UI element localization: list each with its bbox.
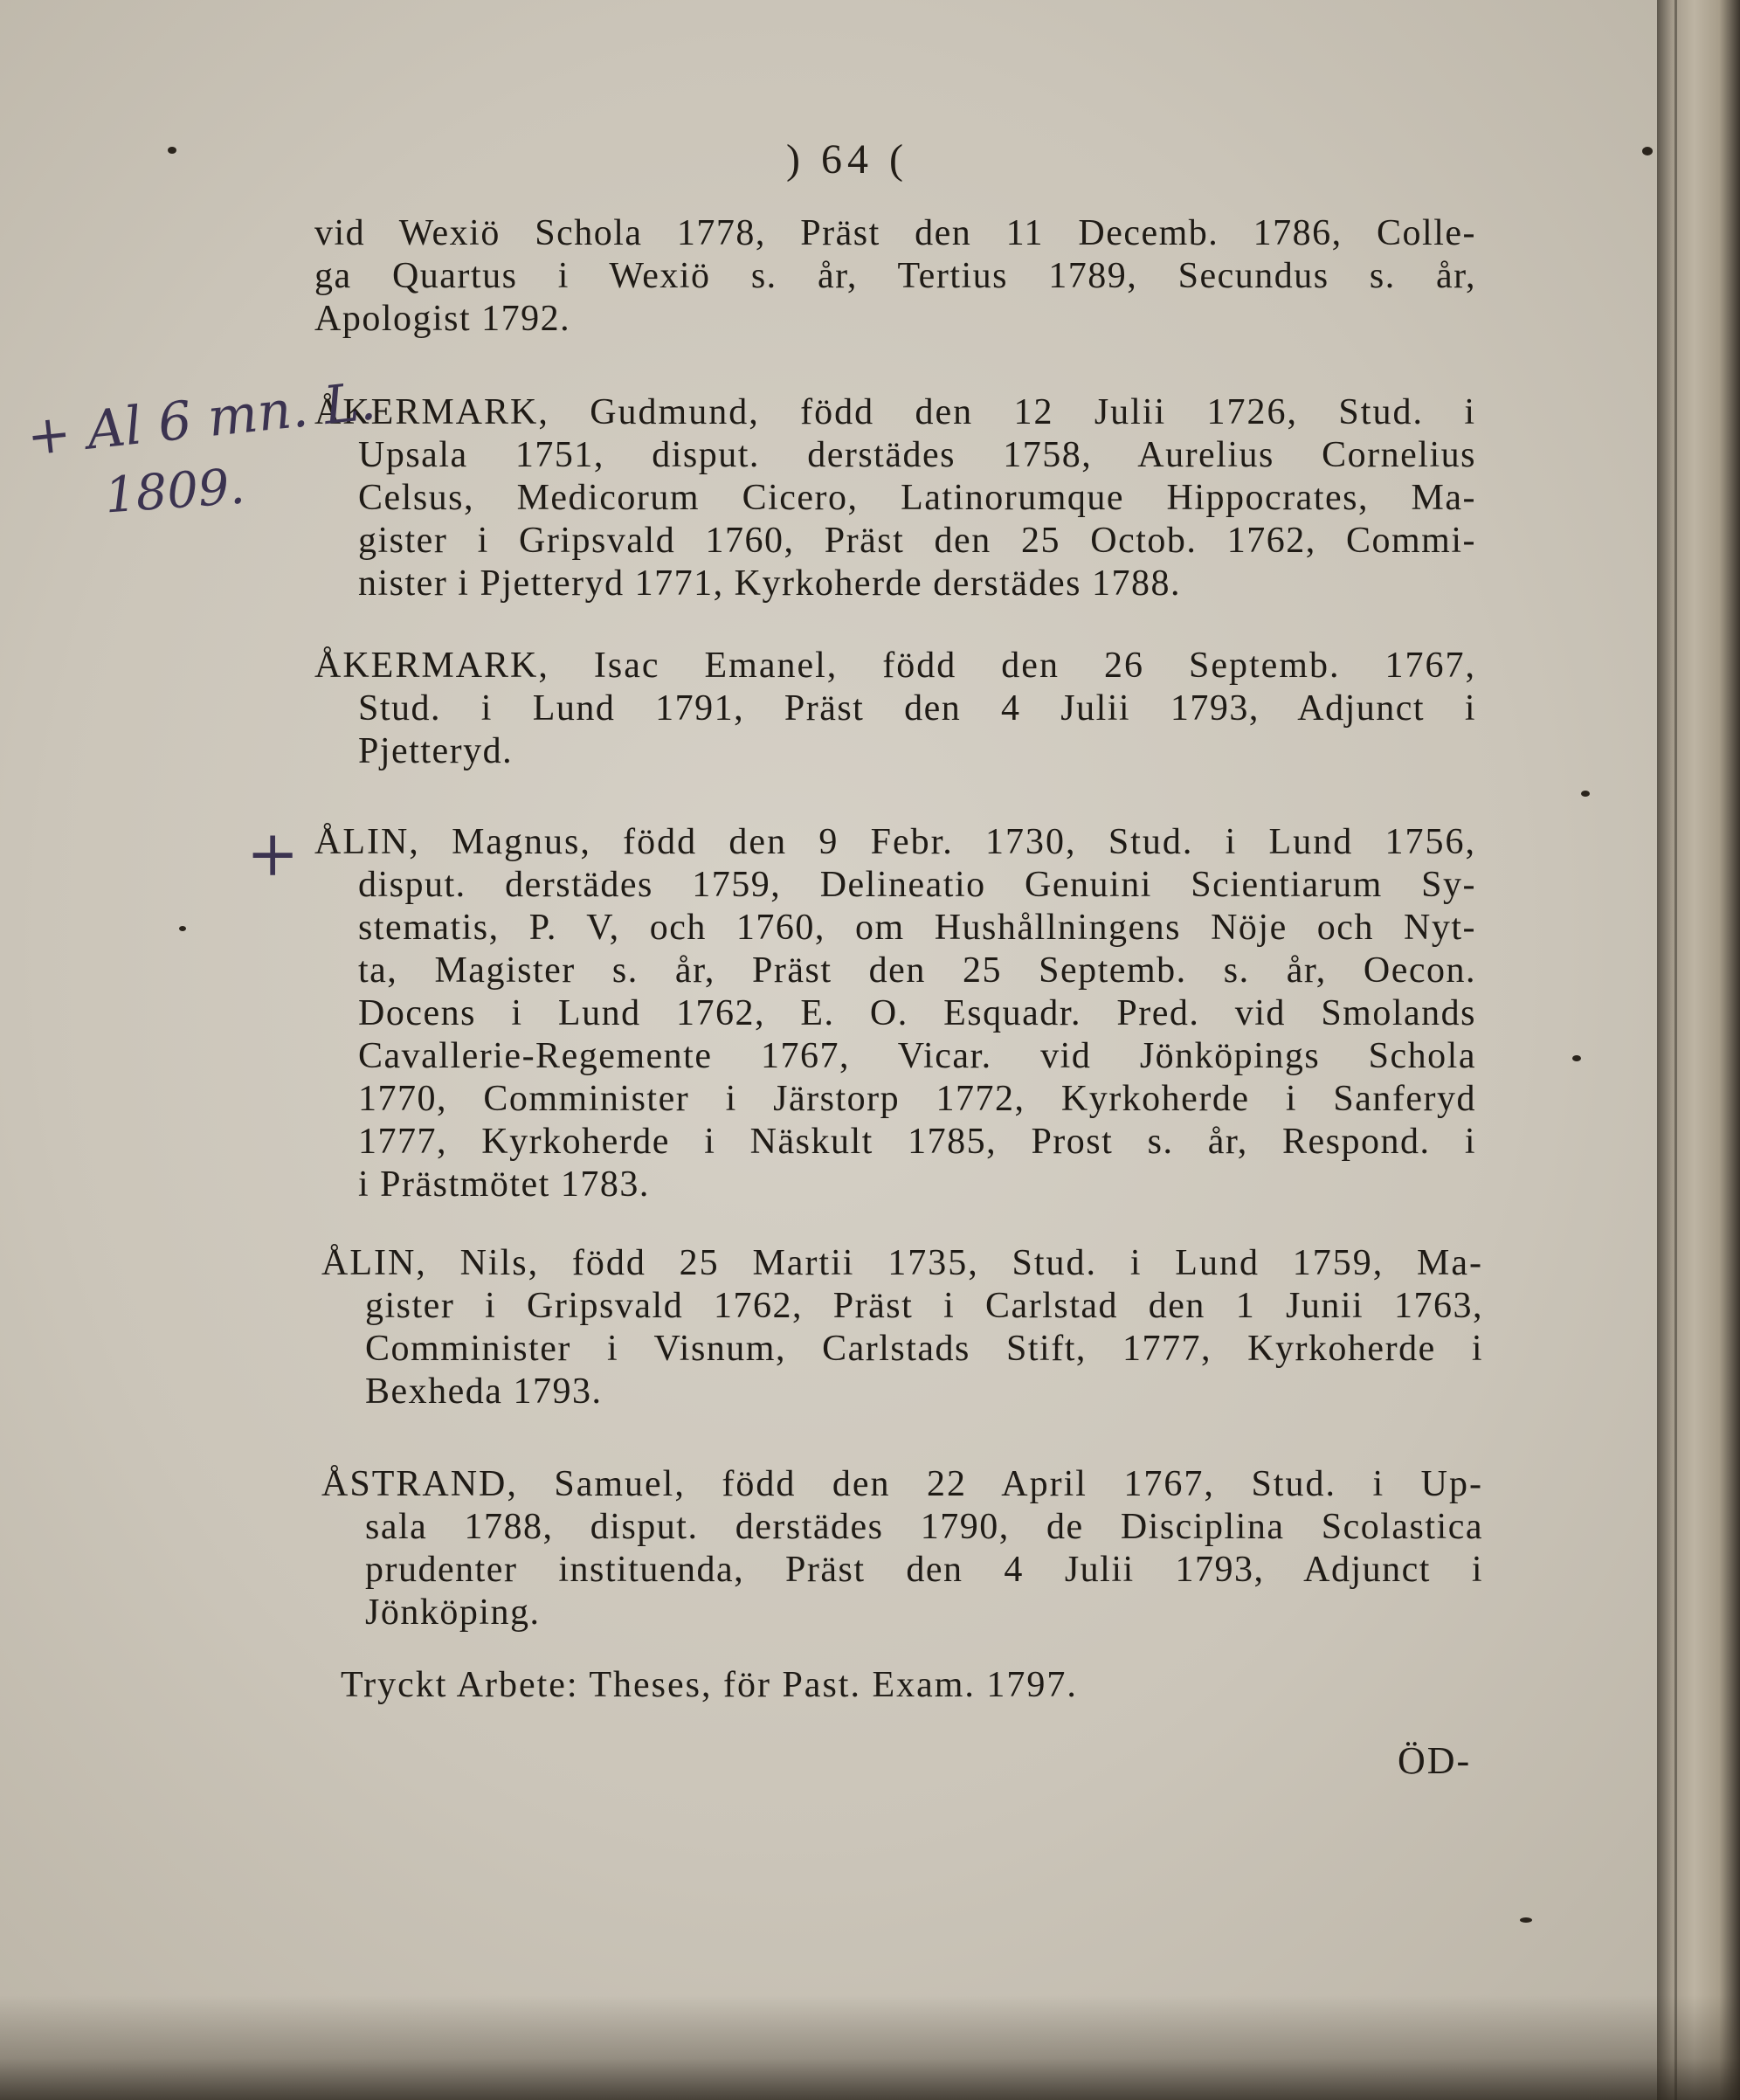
entry-line: gister i Gripsvald 1762, Präst i Carlstad den 1 Junii 1763, bbox=[365, 1286, 1483, 1326]
entry-line: Celsus, Medicorum Cicero, Latinorumque Hippocrates, Ma- bbox=[358, 478, 1476, 518]
entry-line: ÅSTRAND, Samuel, född den 22 April 1767, Stud. i Up- bbox=[321, 1464, 1483, 1504]
entry-line: sala 1788, disput. derstädes 1790, de Disciplina Scolastica bbox=[365, 1507, 1483, 1547]
speck bbox=[1642, 147, 1653, 155]
entry-line: Stud. i Lund 1791, Präst den 4 Julii 1793, Adjunct i bbox=[358, 688, 1476, 729]
entry-astrand-samuel bbox=[321, 1463, 1483, 1634]
book-page-edge bbox=[1657, 0, 1740, 2100]
entry-alin-magnus bbox=[314, 821, 1476, 1206]
entry-line: Jönköping. bbox=[365, 1592, 541, 1633]
entry-line: Pjetteryd. bbox=[358, 731, 514, 771]
entry-alin-nils bbox=[321, 1242, 1483, 1413]
speck bbox=[179, 926, 186, 931]
entry-line: ÅLIN, Magnus, född den 9 Febr. 1730, Stud. i Lund 1756, bbox=[314, 822, 1476, 862]
speck bbox=[1572, 1055, 1581, 1061]
entry-line: stematis, P. V, och 1760, om Hushållningens Nöje och Nyt- bbox=[358, 908, 1476, 948]
entry-line: 1777, Kyrkoherde i Näskult 1785, Prost s. år, Respond. i bbox=[358, 1122, 1476, 1162]
entry-line: Upsala 1751, disput. derstädes 1758, Aurelius Cornelius bbox=[358, 435, 1476, 475]
entry-line: 1770, Comminister i Järstorp 1772, Kyrkoherde i Sanferyd bbox=[358, 1079, 1476, 1119]
entry-line: Docens i Lund 1762, E. O. Esquadr. Pred. vid Smolands bbox=[358, 993, 1476, 1033]
entry-line: ta, Magister s. år, Präst den 25 Septemb. s. år, Oecon. bbox=[358, 950, 1476, 991]
entry-line: disput. derstädes 1759, Delineatio Genuini Scientiarum Sy- bbox=[358, 865, 1476, 905]
entry-line: ÅLIN, Nils, född 25 Martii 1735, Stud. i Lund 1759, Ma- bbox=[321, 1243, 1483, 1283]
speck bbox=[1520, 1917, 1532, 1923]
printed-work-line: Tryckt Arbete: Theses, för Past. Exam. 1797. bbox=[341, 1665, 1078, 1705]
entry-akermark-gudmund bbox=[314, 391, 1476, 605]
entry-akermark-isac bbox=[314, 645, 1476, 773]
entry-line: Apologist 1792. bbox=[314, 299, 571, 339]
entry-line: Cavallerie-Regemente 1767, Vicar. vid Jönköpings Schola bbox=[358, 1036, 1476, 1076]
speck bbox=[1581, 791, 1590, 797]
continuation-entry bbox=[314, 212, 1476, 341]
catchword: ÖD- bbox=[1398, 1739, 1472, 1782]
page-number: ) 64 ( bbox=[786, 136, 908, 183]
entry-line: nister i Pjetteryd 1771, Kyrkoherde derstädes 1788. bbox=[358, 563, 1181, 604]
entry-line: Bexheda 1793. bbox=[365, 1371, 603, 1412]
entry-line: ÅKERMARK, Isac Emanel, född den 26 Septemb. 1767, bbox=[314, 646, 1476, 686]
speck bbox=[168, 147, 176, 154]
entry-line: ÅKERMARK, Gudmund, född den 12 Julii 1726, Stud. i bbox=[314, 392, 1476, 432]
entry-line: gister i Gripsvald 1760, Präst den 25 Octob. 1762, Commi- bbox=[358, 521, 1476, 561]
entry-line: Comminister i Visnum, Carlstads Stift, 1777, Kyrkoherde i bbox=[365, 1329, 1483, 1369]
entry-line: ga Quartus i Wexiö s. år, Tertius 1789, Secundus s. år, bbox=[314, 256, 1476, 296]
handwritten-note-line2: 1809. bbox=[102, 458, 247, 525]
entry-line: prudenter instituenda, Präst den 4 Julii 1793, Adjunct i bbox=[365, 1550, 1483, 1590]
handwritten-cross: + bbox=[246, 817, 300, 890]
handwritten-note-line1: + Al 6 mn. L. bbox=[24, 370, 379, 468]
entry-line: vid Wexiö Schola 1778, Präst den 11 Decemb. 1786, Colle- bbox=[314, 213, 1476, 253]
page-bottom-shadow bbox=[0, 1995, 1740, 2100]
entry-line: i Prästmötet 1783. bbox=[358, 1164, 650, 1205]
